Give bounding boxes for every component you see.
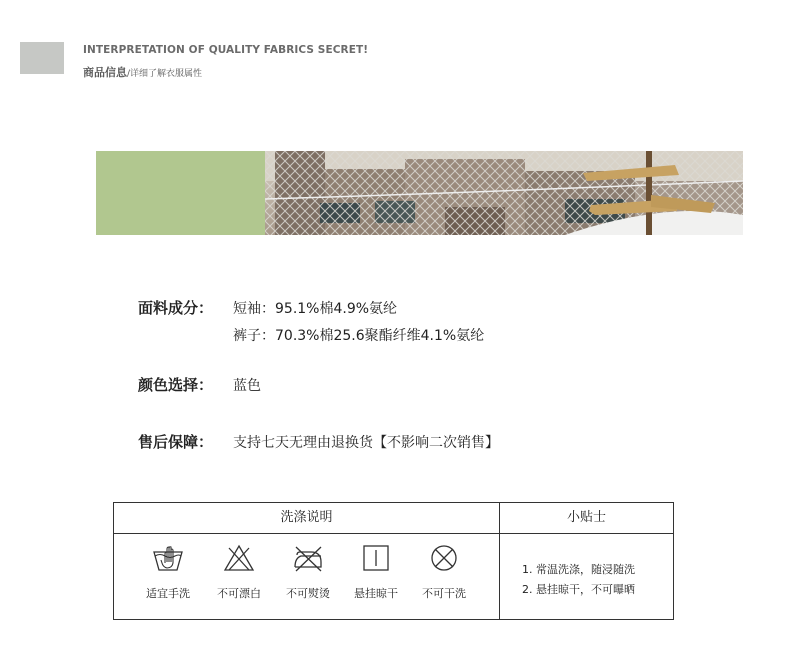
banner-green-block (96, 151, 265, 235)
care-table (113, 502, 674, 620)
care-item-no-bleach (203, 543, 275, 601)
care-item-hang-dry (340, 543, 412, 601)
no-dry-clean-icon (427, 543, 461, 573)
care-label-hang-dry: 悬挂晾干 (354, 587, 398, 600)
care-item-no-iron (272, 543, 344, 601)
after-sales-value: 支持七天无理由退换货【不影响二次销售】 (233, 435, 499, 451)
care-table-header-line (114, 533, 673, 534)
header-gray-block (20, 42, 64, 74)
material-line-pants: 裤子：70.3%棉25.6聚酯纤维4.1%氨纶 (233, 328, 485, 344)
care-label-no-bleach: 不可漂白 (217, 587, 261, 600)
header-title-en: INTERPRETATION OF QUALITY FABRICS SECRET! (83, 44, 369, 56)
header-subtitle: /详细了解衣服属性 (127, 69, 203, 79)
care-header-tips: 小贴士 (566, 510, 606, 525)
hang-dry-icon (359, 543, 393, 573)
care-tip-2: 2. 悬挂晾干，不可曝晒 (522, 583, 635, 596)
color-value: 蓝色 (233, 378, 261, 394)
header-title-main: 商品信息 (83, 66, 127, 79)
care-header-instructions: 洗涤说明 (280, 510, 333, 525)
no-bleach-icon (222, 543, 256, 573)
care-tip-1: 1. 常温洗涤，随浸随洗 (522, 563, 635, 576)
color-label: 颜色选择： (138, 376, 214, 394)
material-label: 面料成分： (138, 299, 214, 317)
header-title-cn (83, 61, 202, 80)
banner (96, 151, 743, 235)
care-label-hand-wash: 适宜手洗 (146, 587, 190, 600)
care-label-no-dry-clean: 不可干洗 (422, 587, 466, 600)
after-sales-label: 售后保障： (138, 433, 214, 451)
care-label-no-iron: 不可熨烫 (286, 587, 330, 600)
care-tips (522, 560, 635, 600)
banner-photo (265, 151, 743, 235)
care-item-no-dry-clean (408, 543, 480, 601)
no-iron-icon (291, 543, 325, 573)
care-item-hand-wash (132, 543, 204, 601)
hand-wash-icon (151, 543, 185, 573)
material-line-shirt: 短袖：95.1%棉4.9%氨纶 (233, 301, 398, 317)
